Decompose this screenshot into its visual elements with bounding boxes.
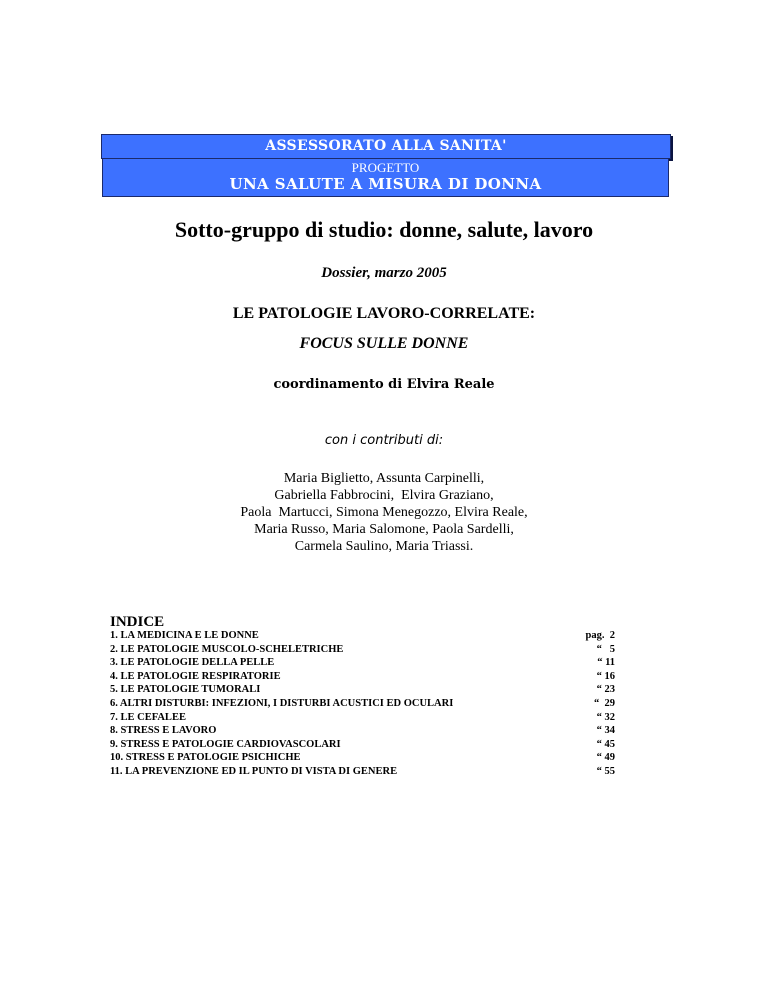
toc-item [110,697,615,712]
toc-item-page: “ 55 [596,765,615,777]
banner-title: ASSESSORATO ALLA SANITA' [265,138,507,154]
author-line: Maria Biglietto, Assunta Carpinelli, [283,471,485,486]
toc-item [110,670,615,685]
header-banner [101,134,671,159]
toc-item-label: 7. LE CEFALEE [110,711,186,723]
toc-item [110,657,615,671]
toc-item-label: 5. LE PATOLOGIE TUMORALI [110,684,261,696]
toc-item-label: 4. LE PATOLOGIE RESPIRATORIE [110,670,281,682]
toc-item-label: 8. STRESS E LAVORO [110,725,217,737]
toc-item-label: 6. ALTRI DISTURBI: INFEZIONI, I DISTURBI ACUSTICI ED OCULARI [110,697,454,709]
contributions-label: con i contributi di: [324,433,444,448]
author-line: Carmela Saulino, Maria Triassi. [294,539,474,554]
toc-item [110,630,615,644]
topic-heading: LE PATOLOGIE LAVORO-CORRELATE: [232,305,536,322]
toc-item-page: “ 16 [596,670,615,682]
table-of-contents [110,630,615,780]
toc-item-page: “ 23 [596,684,615,696]
toc-item-page: “ 32 [596,711,615,723]
authors-list [0,470,768,555]
toc-item-page: “ 49 [596,752,615,764]
toc-item-label: 1. LA MEDICINA E LE DONNE [110,630,259,641]
toc-item [110,643,615,658]
toc-item [110,684,615,698]
toc-item-page: “ 45 [596,738,615,750]
toc-item [110,725,615,739]
toc-item-page: “ 29 [594,697,615,709]
toc-item [110,752,615,766]
author-line: Gabriella Fabbrocini, Elvira Graziano, [274,488,494,503]
toc-item [110,711,615,726]
project-name: UNA SALUTE A MISURA DI DONNA [229,175,542,193]
toc-item-label: 2. LE PATOLOGIE MUSCOLO-SCHELETRICHE [110,643,344,655]
page-title: Sotto-gruppo di studio: donne, salute, lavoro [174,217,594,242]
project-banner [102,158,669,197]
author-line: Paola Martucci, Simona Menegozzo, Elvira Reale, [240,505,528,520]
toc-item-label: 3. LE PATOLOGIE DELLA PELLE [110,657,275,669]
toc-item-label: 9. STRESS E PATOLOGIE CARDIOVASCOLARI [110,738,341,750]
toc-item-label: 10. STRESS E PATOLOGIE PSICHICHE [110,752,301,764]
project-label: PROGETTO [351,160,420,175]
toc-item-label: 11. LA PREVENZIONE ED IL PUNTO DI VISTA DI GENERE [110,765,398,777]
coordination-line: coordinamento di Elvira Reale [273,377,495,392]
toc-item-page: “ 11 [597,657,615,669]
toc-item [110,738,615,753]
author-line: Maria Russo, Maria Salomone, Paola Sardelli, [254,522,514,537]
toc-item-page: “ 34 [596,725,615,737]
index-title: INDICE [110,614,165,630]
toc-item [110,765,615,780]
topic-subheading: FOCUS SULLE DONNE [299,335,469,352]
toc-item-page: pag. 2 [585,630,615,641]
toc-item-page: “ 5 [596,643,615,655]
dossier-date: Dossier, marzo 2005 [321,265,447,281]
